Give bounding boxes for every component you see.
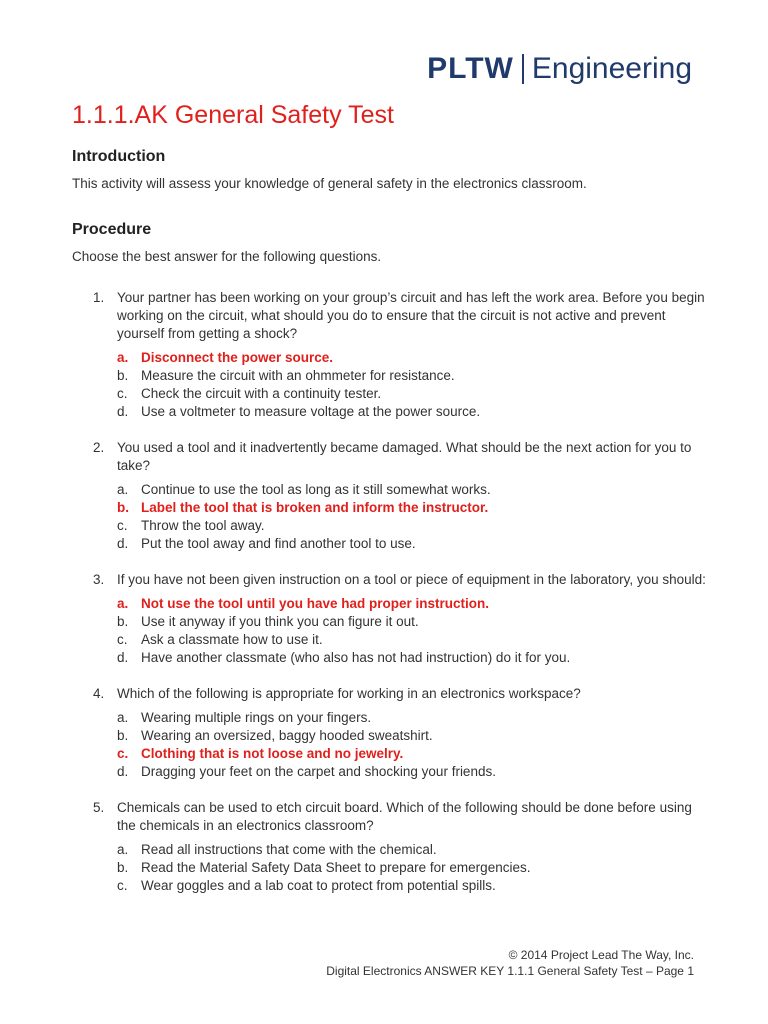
correct-answer-option xyxy=(117,595,712,613)
option-text: Use it anyway if you think you can figure it out. xyxy=(141,614,419,629)
question-text: If you have not been given instruction on a tool or piece of equipment in the laboratory, you should: xyxy=(117,572,706,587)
answer-option xyxy=(117,403,712,421)
pltw-engineering-logo xyxy=(427,52,692,86)
option-letter: d. xyxy=(117,764,129,779)
option-text: Read the Material Safety Data Sheet to prepare for emergencies. xyxy=(141,860,531,875)
page-footer xyxy=(326,947,694,979)
correct-answer-option xyxy=(117,349,712,367)
option-letter: a. xyxy=(117,482,129,497)
option-letter: a. xyxy=(117,350,129,365)
option-text: Use a voltmeter to measure voltage at the power source. xyxy=(141,404,481,419)
logo-divider xyxy=(522,54,524,84)
answer-option xyxy=(117,517,712,535)
option-text: Read all instructions that come with the chemical. xyxy=(141,842,437,857)
option-letter: d. xyxy=(117,650,129,665)
correct-answer-option xyxy=(117,499,712,517)
answer-option xyxy=(117,613,712,631)
question-item xyxy=(72,289,712,421)
option-letter: b. xyxy=(117,860,129,875)
option-text: Continue to use the tool as long as it still somewhat works. xyxy=(141,482,491,497)
question-number: 3. xyxy=(93,572,105,587)
option-text: Wearing an oversized, baggy hooded sweatshirt. xyxy=(141,728,433,743)
answer-options xyxy=(117,595,712,667)
option-letter: d. xyxy=(117,536,129,551)
question-number: 2. xyxy=(93,440,105,455)
answer-option xyxy=(117,631,712,649)
question-item xyxy=(72,439,712,553)
option-letter: b. xyxy=(117,614,129,629)
option-text: Ask a classmate how to use it. xyxy=(141,632,323,647)
option-text: Wear goggles and a lab coat to protect from potential spills. xyxy=(141,878,496,893)
question-item xyxy=(72,685,712,781)
introduction-heading: Introduction xyxy=(72,148,166,165)
answer-option xyxy=(117,649,712,667)
option-letter: a. xyxy=(117,842,129,857)
document-title: 1.1.1.AK General Safety Test xyxy=(72,101,394,129)
question-text: Your partner has been working on your group’s circuit and has left the work area. Before you begin working on the circuit, what should you do to ensure that the circuit is not active and prevent yourself from getting a shock? xyxy=(117,290,705,341)
answer-option xyxy=(117,481,712,499)
option-letter: b. xyxy=(117,368,129,383)
correct-answer-option xyxy=(117,745,712,763)
answer-option xyxy=(117,859,712,877)
answer-option xyxy=(117,535,712,553)
answer-options xyxy=(117,349,712,421)
option-letter: a. xyxy=(117,710,129,725)
option-text: Wearing multiple rings on your fingers. xyxy=(141,710,372,725)
option-text: Put the tool away and find another tool to use. xyxy=(141,536,416,551)
answer-option xyxy=(117,841,712,859)
option-letter: c. xyxy=(117,878,128,893)
option-text: Label the tool that is broken and inform the instructor. xyxy=(141,500,489,515)
procedure-heading: Procedure xyxy=(72,221,152,238)
option-letter: d. xyxy=(117,404,129,419)
copyright-notice: © 2014 Project Lead The Way, Inc. xyxy=(508,948,694,962)
question-number: 5. xyxy=(93,800,105,815)
option-letter: c. xyxy=(117,632,128,647)
option-text: Throw the tool away. xyxy=(141,518,265,533)
introduction-text: This activity will assess your knowledge of general safety in the electronics classroom. xyxy=(72,176,587,191)
option-letter: c. xyxy=(117,518,128,533)
answer-option xyxy=(117,763,712,781)
page-label: Digital Electronics ANSWER KEY 1.1.1 General Safety Test – Page 1 xyxy=(326,964,694,978)
option-text: Have another classmate (who also has not had instruction) do it for you. xyxy=(141,650,571,665)
answer-option xyxy=(117,385,712,403)
answer-options xyxy=(117,841,712,895)
question-text: Chemicals can be used to etch circuit board. Which of the following should be done before using the chemicals in an electronics classroom? xyxy=(117,800,692,833)
question-list xyxy=(72,289,712,913)
option-letter: c. xyxy=(117,746,129,761)
question-number: 1. xyxy=(93,290,105,305)
option-text: Dragging your feet on the carpet and shocking your friends. xyxy=(141,764,496,779)
option-letter: b. xyxy=(117,500,129,515)
option-letter: c. xyxy=(117,386,128,401)
option-text: Check the circuit with a continuity tester. xyxy=(141,386,382,401)
answer-option xyxy=(117,727,712,745)
option-text: Not use the tool until you have had proper instruction. xyxy=(141,596,490,611)
question-item xyxy=(72,571,712,667)
question-number: 4. xyxy=(93,686,105,701)
answer-options xyxy=(117,709,712,781)
question-text: Which of the following is appropriate for working in an electronics workspace? xyxy=(117,686,581,701)
option-text: Measure the circuit with an ohmmeter for resistance. xyxy=(141,368,455,383)
option-letter: b. xyxy=(117,728,129,743)
option-letter: a. xyxy=(117,596,129,611)
answer-option xyxy=(117,709,712,727)
logo-text: Engineering xyxy=(531,52,692,85)
procedure-text: Choose the best answer for the following questions. xyxy=(72,249,382,264)
answer-option xyxy=(117,367,712,385)
logo-mark: PLTW xyxy=(427,52,514,85)
question-text: You used a tool and it inadvertently became damaged. What should be the next action for you to take? xyxy=(117,440,692,473)
option-text: Clothing that is not loose and no jewelry. xyxy=(141,746,404,761)
answer-options xyxy=(117,481,712,553)
option-text: Disconnect the power source. xyxy=(141,350,334,365)
question-item xyxy=(72,799,712,895)
answer-option xyxy=(117,877,712,895)
